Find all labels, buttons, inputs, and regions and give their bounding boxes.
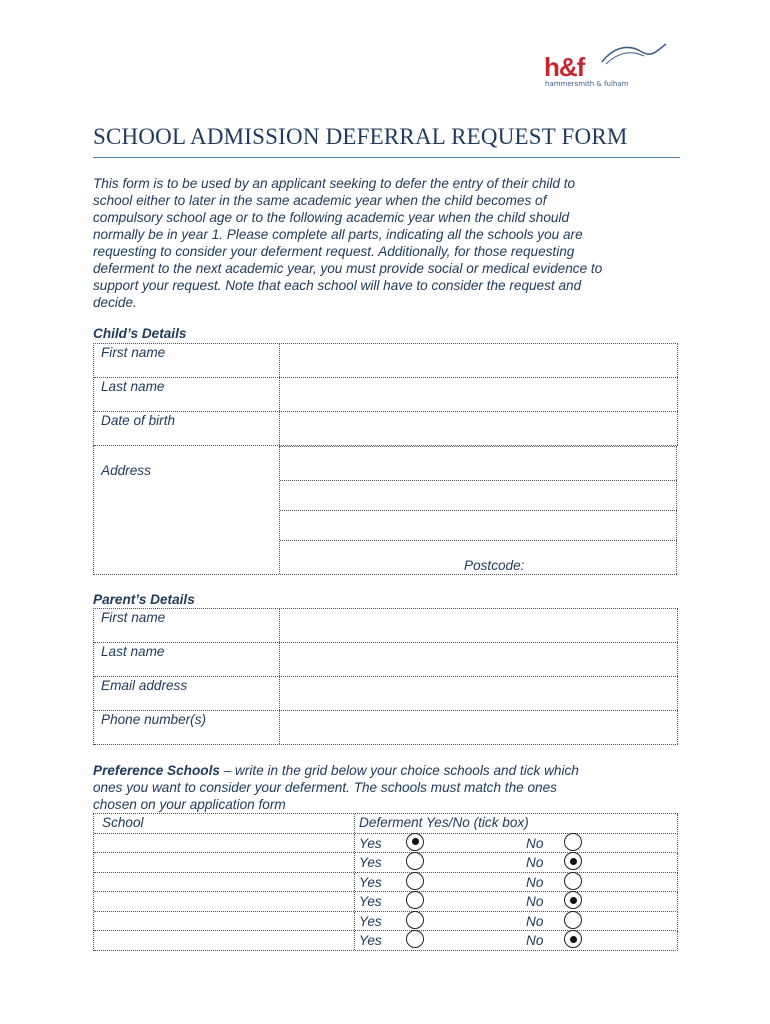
table-row bbox=[94, 378, 678, 412]
logo-brand: h&f bbox=[544, 52, 585, 82]
intro-line: normally be in year 1. Please complete all parts, indicating all the schools you are bbox=[93, 227, 583, 242]
child-address-line-2[interactable] bbox=[280, 480, 677, 510]
intro-paragraph bbox=[93, 175, 683, 311]
child-address-block bbox=[93, 446, 677, 575]
preference-heading: Preference Schools bbox=[93, 763, 220, 778]
child-details-heading: Child’s Details bbox=[93, 326, 187, 341]
preference-instructions bbox=[93, 762, 683, 813]
intro-line: decide. bbox=[93, 295, 137, 310]
child-address-line-1[interactable] bbox=[280, 446, 677, 480]
yes-radio[interactable] bbox=[406, 872, 424, 890]
table-row bbox=[94, 892, 678, 912]
school-name-field[interactable] bbox=[94, 912, 354, 931]
parent-phone-label: Phone number(s) bbox=[94, 711, 280, 744]
parent-last-name-label: Last name bbox=[94, 643, 280, 676]
table-row bbox=[94, 609, 678, 643]
radio-selected-dot bbox=[412, 838, 419, 845]
child-dob-field[interactable] bbox=[280, 412, 678, 445]
intro-line: requesting to consider your deferment request. Additionally, for those requesting bbox=[93, 244, 575, 259]
parent-last-name-field[interactable] bbox=[280, 643, 678, 676]
table-row bbox=[94, 912, 678, 932]
school-name-field[interactable] bbox=[94, 931, 354, 950]
column-deferment-header: Deferment Yes/No (tick box) bbox=[359, 815, 529, 830]
yes-radio[interactable] bbox=[406, 833, 424, 851]
postcode-label: Postcode: bbox=[464, 558, 525, 573]
school-name-field[interactable] bbox=[94, 873, 354, 892]
yes-label: Yes bbox=[359, 874, 382, 890]
parent-details-table bbox=[93, 608, 678, 745]
radio-selected-dot bbox=[570, 858, 577, 865]
table-row bbox=[94, 344, 678, 378]
no-label: No bbox=[526, 894, 544, 909]
parent-first-name-label: First name bbox=[94, 609, 280, 642]
parent-details-heading: Parent’s Details bbox=[93, 592, 195, 607]
hf-logo bbox=[540, 40, 670, 90]
school-name-field[interactable] bbox=[94, 853, 354, 872]
no-label: No bbox=[526, 855, 544, 870]
table-row bbox=[94, 873, 678, 893]
child-address-label: Address bbox=[94, 446, 280, 574]
no-radio[interactable] bbox=[564, 911, 582, 929]
school-name-field[interactable] bbox=[94, 834, 354, 853]
page-title: SCHOOL ADMISSION DEFERRAL REQUEST FORM bbox=[93, 124, 628, 149]
child-address-line-4[interactable] bbox=[280, 540, 677, 574]
table-row bbox=[94, 412, 678, 446]
table-row bbox=[94, 643, 678, 677]
parent-email-label: Email address bbox=[94, 677, 280, 710]
title-divider bbox=[93, 157, 680, 158]
no-label: No bbox=[526, 913, 544, 929]
school-name-field[interactable] bbox=[94, 892, 354, 911]
no-label: No bbox=[526, 874, 544, 890]
preference-line: ones you want to consider your deferment. The schools must match the ones bbox=[93, 780, 557, 795]
no-radio[interactable] bbox=[564, 891, 582, 909]
logo-swoosh-icon bbox=[600, 40, 668, 66]
intro-line: deferment to the next academic year, you must provide social or medical evidence to bbox=[93, 261, 603, 276]
intro-line: compulsory school age or to the following academic year when the child should bbox=[93, 210, 570, 225]
parent-email-field[interactable] bbox=[280, 677, 678, 710]
yes-radio[interactable] bbox=[406, 891, 424, 909]
radio-selected-dot bbox=[570, 897, 577, 904]
preference-line: chosen on your application form bbox=[93, 797, 286, 812]
child-last-name-label: Last name bbox=[94, 378, 280, 411]
yes-label: Yes bbox=[359, 855, 382, 870]
parent-phone-field[interactable] bbox=[280, 711, 678, 744]
child-address-line-3[interactable] bbox=[280, 510, 677, 540]
preference-line: Preference Schools – write in the grid below your choice schools and tick which bbox=[93, 763, 579, 778]
no-label: No bbox=[526, 835, 544, 851]
yes-label: Yes bbox=[359, 894, 382, 909]
no-radio[interactable] bbox=[564, 930, 582, 948]
parent-first-name-field[interactable] bbox=[280, 609, 678, 642]
intro-line: support your request. Note that each school will have to consider the request and bbox=[93, 278, 582, 293]
table-row bbox=[94, 834, 678, 854]
intro-line: school either to later in the same academic year when the child becomes of bbox=[93, 193, 547, 208]
radio-selected-dot bbox=[570, 936, 577, 943]
table-row bbox=[94, 677, 678, 711]
table-row bbox=[94, 711, 678, 745]
table-row bbox=[94, 853, 678, 873]
yes-radio[interactable] bbox=[406, 911, 424, 929]
no-label: No bbox=[526, 933, 544, 948]
logo-subtitle: hammersmith & fulham bbox=[545, 80, 629, 88]
yes-radio[interactable] bbox=[406, 930, 424, 948]
yes-radio[interactable] bbox=[406, 852, 424, 870]
child-last-name-field[interactable] bbox=[280, 378, 678, 411]
table-header-row bbox=[94, 814, 678, 834]
column-school-header: School bbox=[102, 815, 144, 830]
yes-label: Yes bbox=[359, 933, 382, 948]
no-radio[interactable] bbox=[564, 872, 582, 890]
intro-line: This form is to be used by an applicant seeking to defer the entry of their child to bbox=[93, 176, 576, 191]
no-radio[interactable] bbox=[564, 852, 582, 870]
child-dob-label: Date of birth bbox=[94, 412, 280, 445]
yes-label: Yes bbox=[359, 835, 382, 851]
child-details-table bbox=[93, 343, 678, 446]
child-first-name-field[interactable] bbox=[280, 344, 678, 377]
preference-schools-table bbox=[93, 813, 678, 951]
child-first-name-label: First name bbox=[94, 344, 280, 377]
table-row bbox=[94, 931, 678, 951]
no-radio[interactable] bbox=[564, 833, 582, 851]
yes-label: Yes bbox=[359, 913, 382, 929]
